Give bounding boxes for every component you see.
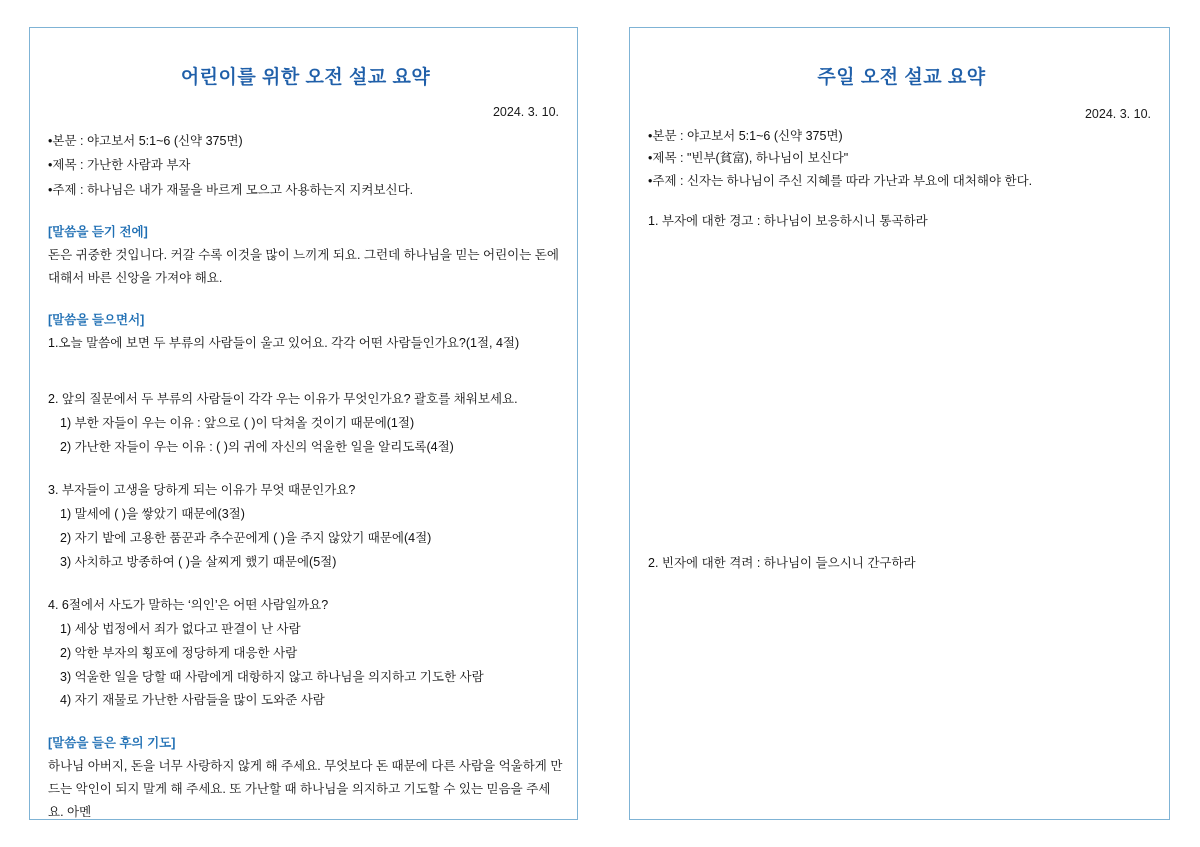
left-meta-list	[48, 129, 563, 202]
right-meta-list	[648, 125, 1155, 192]
right-notes-space-1	[648, 234, 1155, 534]
left-question-4: 4. 6절에서 사도가 말하는 ‘의인’은 어떤 사람일까요?	[48, 598, 329, 613]
left-date: 2024. 3. 10.	[492, 105, 559, 119]
left-question-2: 2. 앞의 질문에서 두 부류의 사람들이 각각 우는 이유가 무엇인가요? 괄호를 채워보세요.	[48, 392, 518, 407]
right-meta-subject: •제목 : "빈부(貧富), 하나님이 보신다"	[648, 151, 849, 166]
left-question-3-block	[48, 479, 563, 574]
left-question-2-block	[48, 388, 563, 459]
left-question-3-item-2: 2) 자기 밭에 고용한 품꾼과 추수꾼에게 ( )을 주지 않았기 때문에(4절)	[60, 530, 432, 545]
right-page-title: 주일 오전 설교 요약	[817, 67, 986, 88]
left-question-3-item-3: 3) 사치하고 방종하여 ( )을 살찌게 했기 때문에(5절)	[60, 554, 337, 569]
left-question-2-item-2: 2) 가난한 자들이 우는 이유 : ( )의 귀에 자신의 억울한 일을 알리도록(4절)	[60, 439, 454, 454]
left-meta-subject: •제목 : 가난한 사람과 부자	[48, 158, 191, 173]
right-meta-scripture: •본문 : 야고보서 5:1~6 (신약 375면)	[648, 129, 843, 143]
right-outline-point-1: 1. 부자에 대한 경고 : 하나님이 보응하시니 통곡하라	[648, 213, 928, 228]
right-date: 2024. 3. 10.	[1084, 107, 1151, 121]
left-section-during-heading: [말씀을 들으면서]	[48, 313, 145, 328]
left-question-2-item-1: 1) 부한 자들이 우는 이유 : 앞으로 ( )이 닥쳐올 것이기 때문에(1절)	[60, 415, 415, 430]
left-section-prayer-heading: [말씀을 들은 후의 기도]	[48, 736, 176, 751]
right-outline-point-2: 2. 빈자에 대한 격려 : 하나님이 들으시니 간구하라	[648, 555, 916, 570]
left-section-before-body: 돈은 귀중한 것입니다. 커갈 수록 이것을 많이 느끼게 되요. 그런데 하나님을 믿는 어린이는 돈에 대해서 바른 신앙을 가져야 해요.	[48, 248, 559, 286]
left-question-4-block	[48, 594, 563, 713]
right-document-panel	[629, 27, 1170, 820]
left-section-prayer-body: 하나님 아버지, 돈을 너무 사랑하지 않게 해 주세요. 무엇보다 돈 때문에 다른 사람을 억울하게 만드는 악인이 되지 말게 해 주세요. 또 가난할 때 하나님을 의지하고 기도할 수 있는 믿음을 주세요. 아멘	[48, 759, 563, 820]
left-question-4-item-4: 4) 자기 재물로 가난한 사람들을 많이 도와준 사람	[60, 693, 325, 708]
left-question-4-item-2: 2) 악한 부자의 횡포에 정당하게 대응한 사람	[60, 645, 298, 660]
left-meta-theme: •주제 : 하나님은 내가 재물을 바르게 모으고 사용하는지 지켜보신다.	[48, 182, 414, 197]
left-question-3-item-1: 1) 말세에 ( )을 쌓았기 때문에(3절)	[60, 507, 245, 522]
left-document-panel	[29, 27, 578, 820]
left-page-title: 어린이를 위한 오전 설교 요약	[180, 67, 431, 88]
left-question-3: 3. 부자들이 고생을 당하게 되는 이유가 무엇 때문인가요?	[48, 483, 356, 498]
right-meta-theme: •주제 : 신자는 하나님이 주신 지혜를 따라 가난과 부요에 대처해야 한다.	[648, 173, 1033, 188]
left-meta-scripture: •본문 : 야고보서 5:1~6 (신약 375면)	[48, 134, 243, 148]
left-question-1: 1.오늘 말씀에 보면 두 부류의 사람들이 울고 있어요. 각각 어떤 사람들인가요?(1절, 4절)	[48, 336, 520, 351]
left-question-4-item-1: 1) 세상 법정에서 죄가 없다고 판결이 난 사람	[60, 622, 301, 637]
left-question-4-item-3: 3) 억울한 일을 당할 때 사람에게 대항하지 않고 하나님을 의지하고 기도한 사람	[60, 669, 484, 684]
left-section-before-heading: [말씀을 듣기 전에]	[48, 225, 148, 240]
